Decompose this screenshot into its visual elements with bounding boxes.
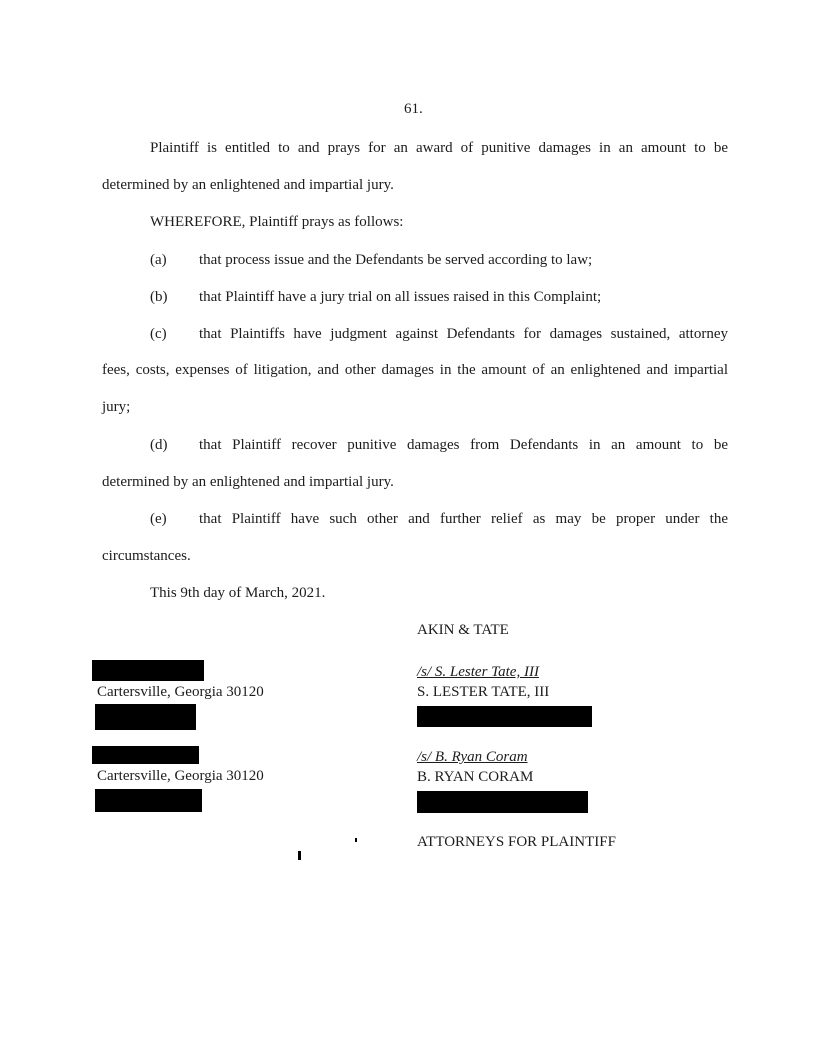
paragraph-number: 61. xyxy=(404,101,423,117)
prayer-item-a-text: that process issue and the Defendants be served according to law; xyxy=(199,252,593,268)
attorneys-for-plaintiff: ATTORNEYS FOR PLAINTIFF xyxy=(417,834,616,850)
punitive-paragraph-line-2: determined by an enlightened and impartial jury. xyxy=(102,177,394,193)
redaction-bar xyxy=(417,791,588,813)
attorney-name-coram: B. RYAN CORAM xyxy=(417,769,534,785)
prayer-item-a-letter: (a) xyxy=(150,252,167,268)
prayer-item-b-text: that Plaintiff have a jury trial on all issues raised in this Complaint; xyxy=(199,289,602,305)
prayer-item-d-line-2: determined by an enlightened and impartial jury. xyxy=(102,474,394,490)
prayer-item-c-line-2: fees, costs, expenses of litigation, and other damages in the amount of an enlightened and impartial xyxy=(102,362,728,378)
prayer-item-c-line-3: jury; xyxy=(102,399,131,415)
prayer-item-e-line-1: that Plaintiff have such other and further relief as may be proper under the xyxy=(199,511,728,527)
prayer-item-e-line-2: circumstances. xyxy=(102,548,191,564)
redaction-bar xyxy=(92,660,204,681)
redaction-bar xyxy=(92,746,199,764)
punitive-paragraph-line-1: Plaintiff is entitled to and prays for an award of punitive damages in an amount to be xyxy=(150,140,728,156)
signature-tate: /s/ S. Lester Tate, III xyxy=(417,664,539,680)
signature-coram: /s/ B. Ryan Coram xyxy=(417,749,528,765)
prayer-item-d-letter: (d) xyxy=(150,437,168,453)
redaction-bar xyxy=(95,789,202,812)
scan-speck xyxy=(355,838,357,842)
date-line: This 9th day of March, 2021. xyxy=(150,585,326,601)
scan-speck xyxy=(298,851,301,860)
address-city-2: Cartersville, Georgia 30120 xyxy=(97,768,264,784)
prayer-item-b-letter: (b) xyxy=(150,289,168,305)
redaction-bar xyxy=(95,704,196,730)
prayer-item-c-letter: (c) xyxy=(150,326,167,342)
wherefore-heading: WHEREFORE, Plaintiff prays as follows: xyxy=(150,214,404,230)
prayer-item-d-line-1: that Plaintiff recover punitive damages from Defendants in an amount to be xyxy=(199,437,728,453)
firm-name: AKIN & TATE xyxy=(417,622,509,638)
address-city-1: Cartersville, Georgia 30120 xyxy=(97,684,264,700)
prayer-item-e-letter: (e) xyxy=(150,511,167,527)
prayer-item-c-line-1: that Plaintiffs have judgment against Defendants for damages sustained, attorney xyxy=(199,326,728,342)
redaction-bar xyxy=(417,706,592,727)
attorney-name-tate: S. LESTER TATE, III xyxy=(417,684,550,700)
